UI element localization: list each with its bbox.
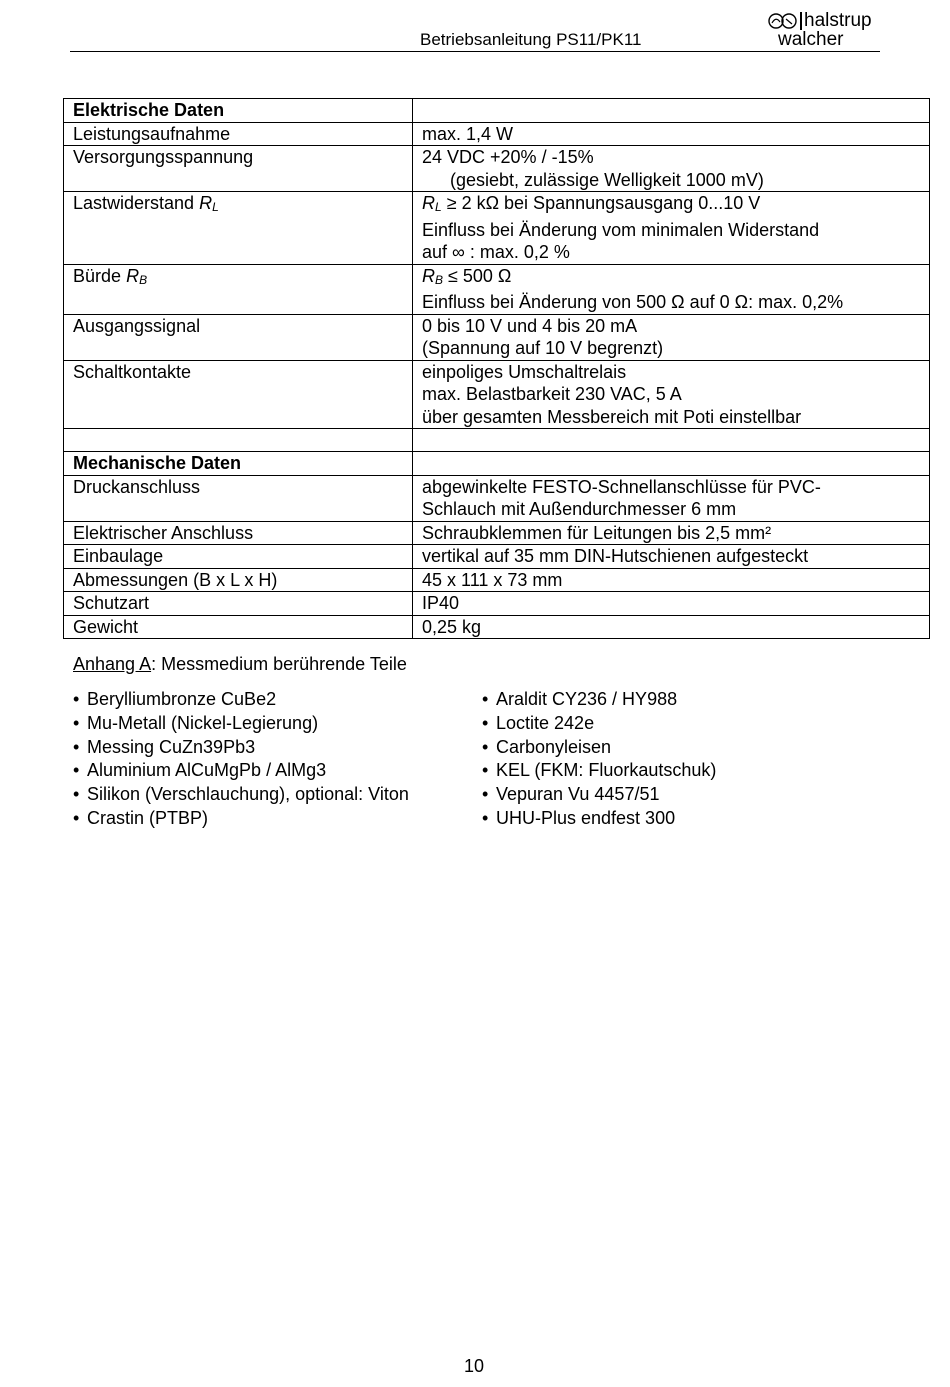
row-value [413,122,930,146]
symbol-r: R [422,265,435,286]
table-row [64,475,930,521]
table-row [64,192,930,265]
list-item: • Carbonyleisen [482,736,716,760]
row-label: Elektrischer Anschluss [64,521,413,545]
symbol-subscript: B [435,272,444,287]
value-line: max. 1,4 W [422,123,514,144]
value-line: auf ∞ : max. 0,2 % [422,242,570,262]
table-row [64,521,930,545]
row-label: Abmessungen (B x L x H) [64,568,413,592]
list-item: • Araldit CY236 / HY988 [482,688,716,712]
row-label [64,192,413,265]
symbol-subscript: L [212,200,219,214]
row-label: Einbaulage [64,545,413,569]
materials-list-left [73,688,409,831]
annex-heading [73,654,407,675]
list-item: • Silikon (Verschlauchung), optional: Viton [73,783,409,807]
value-line: ≤ 500 Ω [443,265,512,286]
row-label: Schaltkontakte [64,360,413,429]
list-item: • Crastin (PTBP) [73,807,409,831]
list-item: • Mu-Metall (Nickel-Legierung) [73,712,409,736]
table-row [64,360,930,429]
list-item: • Vepuran Vu 4457/51 [482,783,716,807]
table-row [64,615,930,639]
list-item: • Messing CuZn39Pb3 [73,736,409,760]
row-value: Schraubklemmen für Leitungen bis 2,5 mm² [413,521,930,545]
table-row [64,452,930,476]
row-label: Druckanschluss [64,475,413,521]
row-value [413,264,930,314]
value-line: 0 bis 10 V und 4 bis 20 mA [422,315,638,336]
row-value: IP40 [413,592,930,616]
row-value [413,146,930,192]
page-number: 10 [464,1356,485,1376]
row-label-text: Lastwiderstand [73,193,195,213]
logo-divider [800,12,802,30]
annex-heading-label: Anhang A [73,654,152,674]
technical-data-table [63,98,930,639]
symbol-r: R [199,193,213,213]
symbol-subscript: L [435,200,442,214]
symbol-r: R [422,193,435,213]
value-line: max. Belastbarkeit 230 VAC, 5 A [422,384,682,404]
value-line: ≥ 2 kΩ bei Spannungsausgang 0...10 V [441,193,761,213]
table-row [64,146,930,192]
value-line: Einfluss bei Änderung von 500 Ω auf 0 Ω: max. 0,2% [422,292,844,312]
section-heading-mechanical: Mechanische Daten [64,452,413,476]
empty-cell [413,99,930,123]
row-value: vertikal auf 35 mm DIN-Hutschienen aufgesteckt [413,545,930,569]
value-line: über gesamten Messbereich mit Poti einstellbar [422,406,802,427]
row-label: Leistungsaufnahme [64,122,413,146]
company-logo [766,8,886,50]
list-item: • KEL (FKM: Fluorkautschuk) [482,759,716,783]
row-value [413,360,930,429]
row-value [413,475,930,521]
value-line: Schlauch mit Außendurchmesser 6 mm [422,499,737,519]
document-title: Betriebsanleitung PS11/PK11 [420,30,642,49]
value-line: (Spannung auf 10 V begrenzt) [422,338,664,358]
row-value: 0,25 kg [413,615,930,639]
logo-text-halstrup: halstrup [804,10,872,31]
row-value [413,314,930,360]
table-row [64,545,930,569]
table-row [64,122,930,146]
table-row [64,592,930,616]
header-divider [70,51,880,52]
value-line: Einfluss bei Änderung vom minimalen Widerstand [422,219,820,240]
symbol-r: R [126,265,140,286]
table-row [64,568,930,592]
row-label: Ausgangssignal [64,314,413,360]
list-item: • Loctite 242e [482,712,716,736]
row-value: 45 x 111 x 73 mm [413,568,930,592]
table-row [64,99,930,123]
empty-cell [413,452,930,476]
logo-text-walcher: walcher [778,29,844,50]
table-row [64,264,930,314]
value-line: (gesiebt, zulässige Welligkeit 1000 mV) [450,169,764,190]
value-line: abgewinkelte FESTO-Schnellanschlüsse für PVC- [422,476,821,497]
table-row-spacer [64,429,930,452]
symbol-subscript: B [139,272,148,287]
annex-heading-text: : Messmedium berührende Teile [151,654,407,674]
value-line: 24 VDC +20% / -15% [422,147,594,167]
materials-list-right [482,688,716,831]
row-label-text: Bürde [73,265,122,286]
row-label: Schutzart [64,592,413,616]
logo-symbol-icon [768,11,798,31]
list-item: • Aluminium AlCuMgPb / AlMg3 [73,759,409,783]
table-row [64,314,930,360]
row-label: Versorgungsspannung [64,146,413,192]
row-label [64,264,413,314]
value-line: einpoliges Umschaltrelais [422,361,627,382]
row-value [413,192,930,265]
empty-cell [64,429,413,452]
list-item: • UHU-Plus endfest 300 [482,807,716,831]
section-heading-electrical: Elektrische Daten [64,99,413,123]
list-item: • Berylliumbronze CuBe2 [73,688,409,712]
empty-cell [413,429,930,452]
row-label: Gewicht [64,615,413,639]
